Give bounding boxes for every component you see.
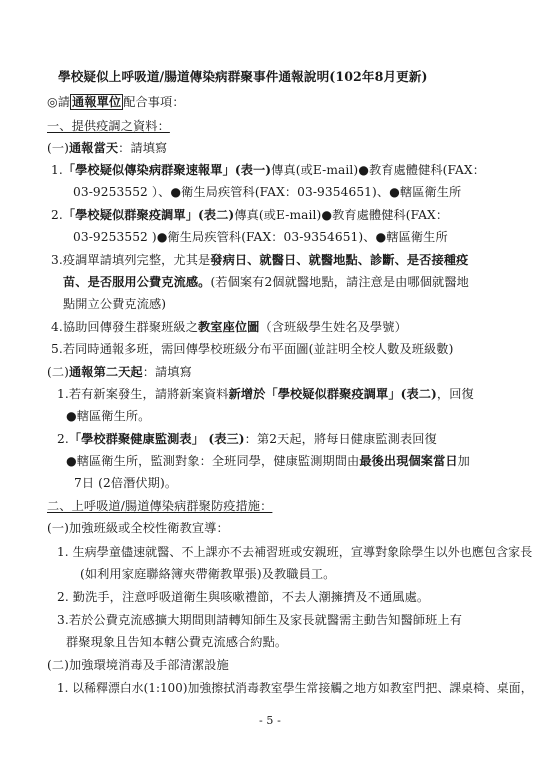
s2-item2-line: 2. 勤洗手，注意呼吸道衛生與咳嗽禮節，不去人潮擁擠及不通風處。 — [57, 590, 430, 604]
section1-heading: 一、提供疫調之資料： — [47, 119, 170, 133]
section1-sub2: (二)通報第二天起：請填寫 — [47, 365, 192, 379]
sub2-item2-line3: 7日 (2倍潛伏期)。 — [74, 476, 178, 490]
item1-line2: 03-9253552 ）、●衛生局疾管科(FAX：03-9354651)、●轄區衛生所 — [73, 185, 462, 199]
item2-line2: 03-9253552 )●衛生局疾管科(FAX：03-9354651)、●轄區衛生所 — [73, 230, 448, 244]
sub2-item1-line2: ●轄區衛生所。 — [66, 409, 151, 423]
item2-line1: 2.「學校疑似群聚疫調單」(表二)傳真(或E-mail)●教育處體健科(FAX： — [51, 208, 449, 222]
item5-line: 5.若同時通報多班，需回傳學校班級分布平面圖(並註明全校人數及班級數) — [51, 342, 454, 356]
section2-sub2: (二)加強環境消毒及手部清潔設施 — [47, 658, 229, 672]
s2-item3-line1: 3.若於公費克流感擴大期間則請轉知師生及家長就醫需主動告知醫師班上有 — [57, 613, 463, 627]
s2-item1-line2: (如利用家庭聯絡簿夾帶衛教單張)及教職員工。 — [80, 567, 336, 581]
s2-item3-line2: 群聚現象且告知本轄公費克流感合約點。 — [66, 635, 288, 649]
page-number: - 5 - — [259, 714, 281, 727]
section1-sub1: (一)通報當天：請填寫 — [47, 141, 168, 155]
intro-suffix: 配合事項： — [123, 95, 185, 109]
sub2-item2-line2: ●轄區衛生所，監測對象：全班同學，健康監測期間由最後出現個案當日加 — [66, 454, 470, 468]
section2-heading: 二、上呼吸道/腸道傳染病群聚防疫措施： — [47, 499, 273, 513]
s2-sub2-item1-line: 1. 以稀釋漂白水(1:100)加強擦拭消毒教室學生常接觸之地方如教室門把、課桌椅、桌面， — [57, 681, 533, 695]
intro-prefix: ◎請 — [47, 95, 71, 109]
intro-line — [47, 94, 185, 110]
sub2-item1-line1: 1.若有新案發生，請將新案資料新增於「學校疑似群聚疫調單」(表二)，回復 — [57, 387, 474, 401]
document-title: 學校疑似上呼吸道/腸道傳染病群聚事件通報說明(102年8月更新) — [58, 69, 428, 84]
item3-line3: 點開立公費克流感) — [63, 297, 167, 311]
item3-line1: 3.疫調單請填列完整，尤其是發病日、就醫日、就醫地點、診斷、是否接種疫 — [51, 253, 469, 267]
item3-line2: 苗、是否服用公費克流感。(若個案有2個就醫地點，請注意是由哪個就醫地 — [63, 275, 469, 289]
s2-item1-line1: 1. 生病學童儘速就醫、不上課亦不去補習班或安親班，宣導對象除學生以外也應包含家長 — [57, 545, 533, 559]
item1-line1: 1.「學校疑似傳染病群聚速報單」(表一)傳真(或E-mail)●教育處體健科(FAX： — [51, 163, 485, 177]
section2-sub1: (一)加強班級或全校性衛教宣導： — [47, 521, 229, 535]
item4-line: 4.協助回傳發生群聚班級之教室座位圖（含班級學生姓名及學號） — [51, 320, 407, 334]
sub2-item2-line1: 2.「學校群聚健康監測表」 (表三)：第2天起，將每日健康監測表回復 — [57, 432, 437, 446]
reporting-unit-box: 通報單位 — [72, 95, 122, 109]
